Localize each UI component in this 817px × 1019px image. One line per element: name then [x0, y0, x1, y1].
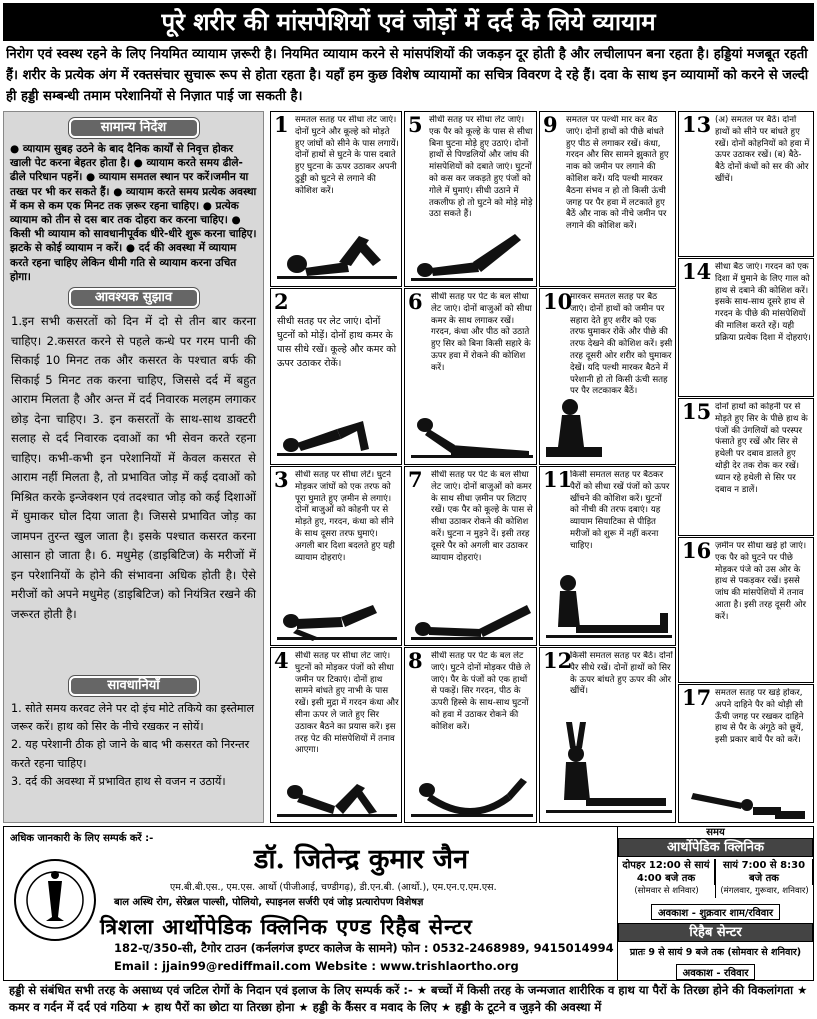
- section-heading-precautions: सावधानियाँ: [69, 676, 199, 696]
- ortho-time-day: दोपहर 12:00 से सायं 4:00 बजे तक: [618, 859, 715, 885]
- ortho-clinic-heading: आर्थोपेडिक क्लिनिक: [618, 838, 813, 857]
- exercise-number: 2: [274, 289, 289, 314]
- exercise-text: सीधी सतह पर सीधा लेट जाएं। एक पैर को कूल्हे के पास से सीधा बिना घुटना मोड़े हुए उठाएं। दोनों हाथों से पिण्डलियों और जांघ की मांसपेशियों को दबाते जाएं। घुटनों को कस कर जकड़ते हुए पंजों को गोले में घुमाएं। सीधी उठाने में तकलीफ हो तो घुटने को मोड़े मोड़े उठा सकते हैं।: [429, 115, 533, 220]
- exercise-text: सीधी सतह पर लेट जाएं। दोनों घुटनों को मोड़ें। दोनों हाथ कमर के पास सीधे रखें। कूल्हे और कमर को ऊपर उठाकर रोकें।: [277, 316, 397, 369]
- exercise-text: सीधी सतह पर पेट के बल सीधा लेट जाएं। दोनों बाजुओं को कमर के साथ सीधा ज़मीन पर लिटाए रखें। एक पैर को कूल्हे के पास से सीधा उठाकर रोकने की कोशिश करें। घुटना न मुड़ने दें। इसी तरह दूसरे पैर को अगली बार उठाकर व्यायाम दोहराएं।: [431, 470, 533, 563]
- rehab-time: प्रातः 9 से सायं 9 बजे तक (सोमवार से शनिवार): [629, 947, 802, 958]
- figure-prone-leg-lift: [411, 591, 533, 643]
- exercise-number: 16: [682, 538, 712, 563]
- exercise-number: 17: [682, 685, 712, 710]
- exercise-card-11: [539, 466, 676, 646]
- section-heading-general: सामान्य निर्देश: [69, 118, 199, 138]
- exercise-number: 5: [408, 112, 423, 137]
- exercise-card-8: [404, 647, 537, 823]
- exercise-number: 3: [274, 467, 289, 492]
- section-heading-suggestions: आवश्यक सुझाव: [69, 288, 199, 308]
- intro-paragraph: निरोग एवं स्वस्थ रहने के लिए नियमित व्यायाम ज़रूरी है। नियमित व्यायाम करने से मांसपंशियों की जकड़न दूर होती है और लचीलापन बना रहता है। हड्डियां मजबूत रहती हैं। शरीर के प्रत्येक अंग में रक्तसंचार सुचारू रूप से होता रहता है। यहाँ हम कुछ विशेष व्यायामों का सचित्र विवरण दे रहे हैं। दवा के साथ इन व्यायामों को करने से जल्दी ही हड्डी सम्बन्धी तमाम परेशानियों से निज़ात पाई जा सकती है।: [6, 47, 809, 104]
- precautions-text: 1. सोते समय करवट लेने पर दो इंच मोटे तकिये का इस्तेमाल जरूर करें। हाथ को सिर के नीचे रखकर न सोयें। 2. यह परेशानी ठीक हो जाने के बाद भी कसरत को निरन्तर करते रहना चाहिए। 3. दर्द की अवस्था में प्रभावित हाथ से वजन न उठायें।: [11, 702, 255, 788]
- exercise-text: सीधी सतह पर सीधा लेट जाएं। घुटनों को मोड़कर पंजों को सीधा जमीन पर टिकाएं। दोनों हाथ सामने बांधते हुए नाभी के पास रखें। इसी मुद्रा में गरदन कंधा और सीना ऊपर ले जाते हुए सिर उठाकर बैठने का प्रयास करें। इस तरह पेट की मांसपेशियों में तनाव आएगा।: [295, 651, 399, 756]
- exercise-card-14: [678, 258, 814, 397]
- figure-cobra: [411, 405, 533, 461]
- ortho-time-evening: सायं 7:00 से 8:30 बजे तक: [716, 859, 813, 885]
- exercise-text: समतल सतह पर सीधा लेट जाएं। दोनों घुटने और कूल्हे को मोड़ते हुए जांघों को सीने के पास लगायें। दोनों हाथों से घुटने के पास दबाते हुए घुटना के ऊपर उठाकर अपनी ठुड्डी को घुटने से लगाने की कोशिश करें।: [295, 115, 399, 196]
- exercise-card-6: [404, 288, 537, 465]
- exercise-card-13: [678, 111, 814, 257]
- exercise-text: ज़मीन पर सीधा खड़े हो जाएं। एक पैर को घुटने पर पीछे मोड़कर पंजे को उस ओर के हाथ से पकड़कर रखें। इससे जांघ की मांसपेशियों में तनाव आता है। इसी तरह दूसरी ओर करें।: [715, 541, 807, 622]
- figure-seated-twist: [544, 397, 604, 463]
- exercise-number: 10: [543, 289, 573, 314]
- exercise-text: (अ) समतल पर बैठें। दोनों हाथों को सीने पर बांधते हुए रखें। दोनों कोहनियों को हवा में ऊपर उठाकर रखें। (ब) बैठे-बैठे दोनों कंधों को सर की ओर खींचें।: [715, 115, 810, 184]
- contact-footer: [3, 826, 814, 981]
- exercise-card-7: [404, 466, 537, 646]
- exercise-text: किसी समतल सतह पर बैठकर पैरों को सीधा रखें पंजों को ऊपर खींचने की कोशिश करें। घुटनों को नीची की तरफ दबाएं। यह व्यायाम सियाटिका से पीड़ित मरीजों को शुरू में नहीं करना चाहिए।: [570, 470, 670, 551]
- exercise-card-2: [270, 288, 402, 465]
- figure-seated-arm-stretch: [546, 718, 672, 820]
- exercise-grid: [270, 111, 814, 823]
- exercise-text: सीधी सतह पर पेट के बल लेट जाएं। घुटने दोनों मोड़कर पीछे ले जाएं। पैर के पंजों को एक हाथों से पकड़ें। सिर गरदन, पीठ के ऊपरी हिस्से के साथ-साथ घुटनों को हवा में उठाकर रोकने की कोशिश करें।: [431, 651, 531, 732]
- exercise-number: 14: [682, 259, 712, 284]
- rehab-centre-heading: रिहैब सेन्टर: [618, 923, 813, 942]
- figure-crunch: [277, 772, 397, 820]
- exercise-card-12: [539, 647, 676, 823]
- exercise-number: 7: [408, 467, 423, 492]
- ortho-days-evening: (मंगलवार, गुरूवार, शनिवार): [720, 886, 809, 896]
- exercise-text: समतल पर पल्थी मार कर बैठ जाएं। दोनों हाथों को पीछे बांधते हुए पीठ से लगाकर रखें। कंधा, गरदन और सिर सामने झुकाते हुए नाक को जमीन पर लगाने की कोशिश करें। यदि पल्थी मारकर बैठना संभव न हो तो किसी ऊंची जगह पर पैर हवा में लटकाते हुए बैठें और नाक को नीचे जमीन पर लगाने की कोशिश करें।: [566, 115, 669, 232]
- timing-label: समय: [618, 827, 813, 838]
- figure-bridge: [277, 399, 397, 461]
- figure-bow-pose: [411, 772, 533, 820]
- page-title: पूरे शरीर की मांसपेशियों एवं जोड़ों में दर्द के लिये व्यायाम: [3, 3, 814, 41]
- exercise-number: 11: [543, 467, 573, 492]
- doctor-specialization: बाल अस्थि रोग, सेरेब्रल पाल्सी, पोलियो, स्पाइनल सर्जरी एवं जोड़ प्रत्यारोपण विशेषज्ञ: [114, 897, 424, 908]
- exercise-number: 15: [682, 399, 712, 424]
- doctor-qualifications: एम.बी.बी.एस., एम.एस. आर्थो (पीजीआई, चण्डीगढ़), डी.एन.बी. (आर्थो.), एम.एन.ए.एम.एस.: [170, 882, 497, 893]
- exercise-text: सीधा बैठ जाएं। गरदन को एक दिशा में घुमाने के लिए गाल को हाथ से दबाने की कोशिश करें। इसके साथ-साथ दूसरे हाथ से गरदन के पीछे की मांसपेशियों की मालिश करते रहें। यही प्रक्रिया प्रत्येक दिशा में दोहराएं।: [715, 262, 811, 343]
- exercise-text: सीधी सतह पर पेट के बल सीधा लेट जाएं। दोनों बाजुओं को सीधा कमर के साथ लगाकर रखें। गरदन, कंधा और पीठ को उठाते हुए सिर को बिना किसी सहारे के ऊपर हवा में रोकने की कोशिश करें।: [431, 292, 532, 373]
- exercise-number: 1: [274, 112, 289, 137]
- exercise-card-4: [270, 647, 402, 823]
- ortho-holiday: अवकाश - शुक्रवार शाम/रविवार: [651, 904, 780, 920]
- rehab-holiday: अवकाश - रविवार: [676, 964, 756, 980]
- exercise-number: 8: [408, 648, 423, 673]
- general-instructions: ● व्यायाम सुबह उठने के बाद दैनिक कार्यों से निवृत्त होकर खाली पेट करना बेहतर होता है। ● व्यायाम करते समय ढीले-ढीले परिधान पहनें। ● व्यायाम समतल स्थान पर करें।जमीन या तख्त पर भी कर सकते हैं। ● व्यायाम करते समय प्रत्येक अवस्था में कम से कम एक मिनट तक ज़रूर रहना चाहिए। ● प्रत्येक व्यायाम को तीन से दस बार तक दोहरा कर करना चाहिए। ● किसी भी व्यायाम को सावधानीपूर्वक धीरे-धीरे शुरू करना चाहिए। झटके से कोई व्यायाम न करें। ● दर्द की अवस्था में व्यायाम करते रहना चाहिए लेकिन धीमी गति से व्यायाम करना उचित होगा।: [10, 143, 257, 282]
- figure-standing-toe-touch: [683, 789, 811, 821]
- exercise-card-16: [678, 537, 814, 683]
- clinic-email-website: Email : jjain99@rediffmail.com Website : www.trishlaortho.org: [114, 959, 519, 973]
- exercise-card-5: [404, 111, 537, 287]
- exercise-text: समतल सतह पर खड़े होकर, अपने दाहिने पैर को थोड़ी सी ऊँची जगह पर रखकर दाहिने हाथ से पैर के अंगूठे को छूयें, इसी प्रकार बायें पैर को करें।: [715, 688, 804, 746]
- ortho-days-day: (सोमवार से शनिवार): [634, 886, 699, 896]
- left-column: [3, 111, 264, 823]
- clinic-name: त्रिशला आर्थोपेडिक क्लिनिक एण्ड रिहैब सेन्टर: [100, 914, 473, 939]
- exercise-number: 12: [543, 648, 573, 673]
- exercise-number: 4: [274, 648, 289, 673]
- clinic-logo-icon: [12, 857, 98, 943]
- clinic-address: 182-ए/350-सी, टैगोर टाउन (कर्नलगंज इण्टर कालेज के सामने) फोन : 0532-2468989, 9415014994: [114, 941, 614, 955]
- services-band: हड्डी से संबंधित सभी तरह के असाध्य एवं जटिल रोगों के निदान एवं इलाज के लिए सम्पर्क करें :- ★ बच्चों में किसी तरह के जन्मजात शारीरिक व हाथ या पैरों के तिरछा होने की विकलांगता ★ कमर व गर्दन में दर्द एवं गठिया ★ हाथ पैरों का छोटा या तिरछा होना ★ हड्डी के कैंसर व मवाद के लिए ★ हड्डी के टूटने व जुड़ने की अवस्था में: [9, 983, 808, 1014]
- figure-spinal-twist: [277, 591, 397, 643]
- contact-label: अधिक जानकारी के लिए सम्पर्क करें :-: [10, 833, 154, 844]
- exercise-card-1: [270, 111, 402, 287]
- exercise-card-17: [678, 684, 814, 823]
- figure-knees-to-chest: [277, 216, 397, 284]
- exercise-card-15: [678, 398, 814, 536]
- exercise-text: सीधी सतह पर सीधा लेटें। घुटने मोड़कर जांघों को एक तरफ को पूरा घुमाते हुए ज़मीन से लगाएं। दोनों बाजुओं को कोहनी पर से मोड़ते हुए, गरदन, कंधा को सीने के साथ दूसरा तरफ घुमाएं। अगली बार दिशा बदलते हुए यही व्यायाम दोहराएं।: [295, 470, 395, 563]
- clinic-timings: [617, 827, 813, 980]
- exercise-card-10: [539, 288, 676, 465]
- exercise-card-3: [270, 466, 402, 646]
- doctor-name: डॉ. जितेन्द्र कुमार जैन: [254, 844, 469, 875]
- suggestions-text: 1.इन सभी कसरतों को दिन में दो से तीन बार करना चाहिए। 2.कसरत करने से पहले कन्धे पर गरम पानी की सिकाई 10 मिनट तक और कसरत के पश्चात बर्फ की सिकाई 5 मिनट तक करना चाहिए, जिससे दर्द में बहुत आराम मिलता है और अन्त में दर्द निवारक मलहम लगाकर छोड़ देना चाहिए। 3. इन कसरतों के साथ-साथ डाक्टरी सलाह से दर्द निवारक दवाओं का भी सेवन करते रहना चाहिए। कभी-कभी इन परेशानियों में केवल कसरत से आराम नहीं मिलता है, तो प्रभावित जोड़ में कई दवाओं को मिश्रित करके इन्जेक्शन एवं तदश्चात जोड़ को कई दिशाओं में घुमाकर घोल दिया जाता है। जिससे प्रभावित जोड़ का जामपन तुरन्त खुल जाता है। इसके पश्चात कसरत करना आसान हो जाता है। 6. मधुमेह (डाइबिटिज) के मरीजों में इन परेशानियों के होने की संभावना अधिक होती है। ऐसे मरीजों को अपने मधुमेह (डाइबिटिज) को नियंत्रित रखने की जरूरत होती है।: [11, 314, 256, 621]
- figure-seated-leg-stretch: [546, 569, 672, 643]
- exercise-number: 6: [408, 289, 423, 314]
- exercise-text: दोनों हाथों को कोहनी पर से मोड़ते हुए सिर के पीछे हाथ के पंजों की उंगलियों को परस्पर फंसाते हुए रखें और सिर से हथेली पर दबाव डालते हुए थोड़ी देर तक रोक कर रखें। ध्यान रहे हथेली से सिर पर दबाव न डालें।: [715, 402, 808, 495]
- exercise-text: मारकर समतल सतह पर बैठ जाएं। दोनों हाथों को जमीन पर सहारा देते हुए शरीर को एक तरफ घुमाकर रोकें और पीछे की तरफ देखने की कोशिश करें। इसी तरह दूसरी ओर शरीर को घुमाकर देखें। यदि पल्थी मारकर बैठने में परेशानी हो तो किसी ऊंची सतह पर पैर लटकाकर बैठें।: [570, 292, 673, 397]
- figure-leg-raise: [411, 232, 533, 284]
- exercise-number: 9: [543, 112, 558, 137]
- exercise-number: 13: [682, 112, 712, 137]
- exercise-text: किसी समतल सतह पर बैठें। दोनों पैर सीधे रखें। दोनों हाथों को सिर के ऊपर बांधते हुए ऊपर की ओर खींचें।: [570, 651, 673, 697]
- exercise-card-9: [539, 111, 676, 287]
